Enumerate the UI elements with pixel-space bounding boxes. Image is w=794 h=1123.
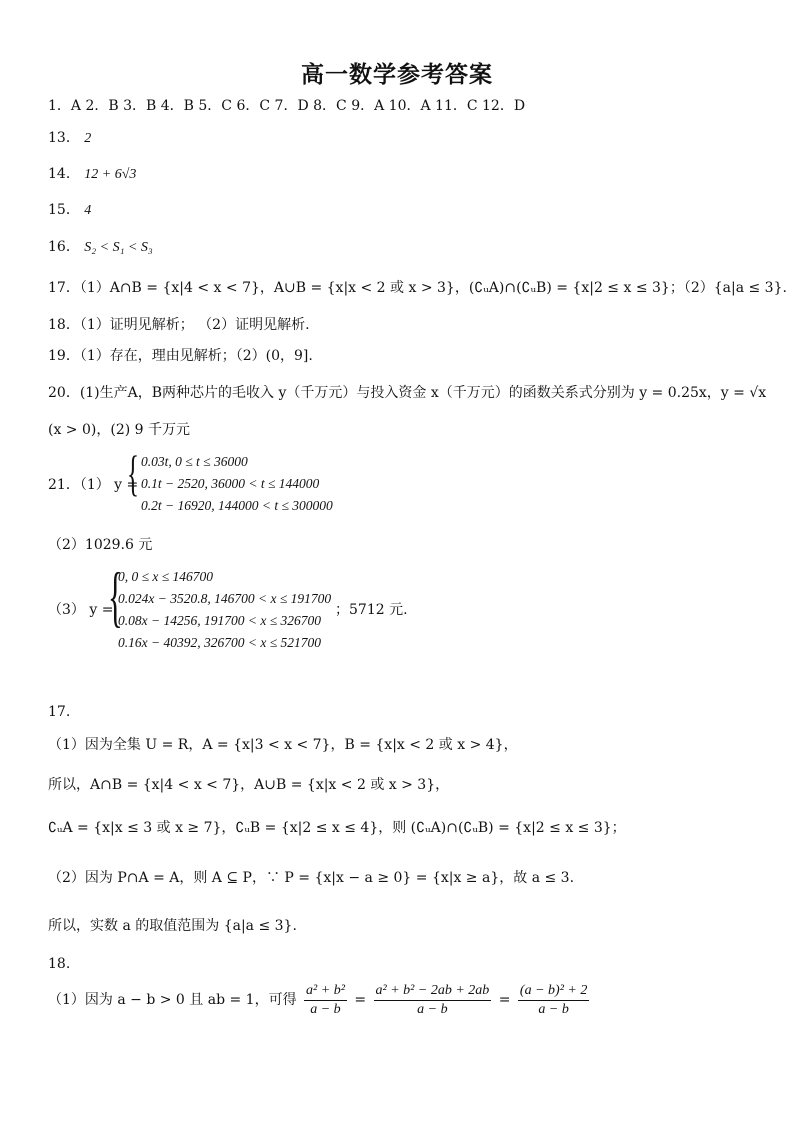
answer-21-part3-result: ；5712 元. bbox=[335, 602, 408, 618]
case-row: 0, 0 ≤ x ≤ 146700 bbox=[118, 569, 214, 584]
answer-value: 2 bbox=[84, 131, 92, 146]
case-row: 0.024x − 3520.8, 146700 < x ≤ 191700 bbox=[118, 591, 332, 606]
case-row: 0.16x − 40392, 326700 < x ≤ 521700 bbox=[118, 635, 321, 650]
fraction-numerator: a² + b² bbox=[304, 983, 347, 1001]
answer-18-summary: 18．（1）证明见解析； （2）证明见解析. bbox=[48, 317, 310, 333]
answer-value: S₂ < S₁ < S₃ bbox=[84, 240, 153, 255]
answer-13 bbox=[48, 129, 91, 148]
answer-number: 14． bbox=[48, 166, 80, 182]
answer-number: 13． bbox=[48, 130, 80, 146]
equals-sign: = bbox=[354, 992, 367, 1008]
solution-17-heading: 17. bbox=[48, 704, 71, 720]
answer-19-summary: 19．（1）存在，理由见解析；（2）(0，9]. bbox=[48, 348, 313, 364]
piecewise-1 bbox=[127, 445, 387, 518]
equals-sign: = bbox=[498, 992, 511, 1008]
solution-17-line: ∁ᵤA = {x|x ≤ 3 或 x ≥ 7}，∁ᵤB = {x|2 ≤ x ≤ 4}，则 (∁ᵤA)∩(∁ᵤB) = {x|2 ≤ x ≤ 3}； bbox=[48, 820, 626, 836]
solution-18-line bbox=[48, 980, 592, 1020]
fraction bbox=[304, 983, 347, 1018]
case-row: 0.08x − 14256, 191700 < x ≤ 326700 bbox=[118, 613, 321, 628]
answer-number: 16． bbox=[48, 239, 80, 255]
page-title: 高一数学参考答案 bbox=[301, 62, 493, 88]
answer-20-summary-line2: (x > 0)，(2) 9 千万元 bbox=[48, 422, 190, 438]
answer-16 bbox=[48, 238, 153, 257]
answer-21-label: 21．（1） y = bbox=[48, 477, 139, 493]
fraction bbox=[518, 983, 589, 1018]
choice-answers: 1．A 2．B 3．B 4．B 5．C 6．C 7．D 8．C 9．A 10．A 11．C 12．D bbox=[48, 98, 526, 114]
solution-18-heading: 18. bbox=[48, 956, 71, 972]
answer-21-part2: （2）1029.6 元 bbox=[48, 537, 153, 553]
case-row: 0.1t − 2520, 36000 < t ≤ 144000 bbox=[141, 476, 320, 491]
answer-17-summary: 17．（1）A∩B = {x|4 < x < 7}，A∪B = {x|x < 2 或 x > 3}，(∁ᵤA)∩(∁ᵤB) = {x|2 ≤ x ≤ 3}；（2）{a|a ≤ 3}. bbox=[48, 280, 787, 296]
fraction-denominator: a − b bbox=[417, 1001, 448, 1017]
fraction-denominator: a − b bbox=[538, 1001, 569, 1017]
solution-17-line: 所以，实数 a 的取值范围为 {a|a ≤ 3}. bbox=[48, 918, 297, 934]
solution-17-line: （2）因为 P∩A = A，则 A ⊆ P，∵ P = {x|x − a ≥ 0} = {x|x ≥ a}，故 a ≤ 3. bbox=[48, 870, 575, 886]
answer-number: 15． bbox=[48, 202, 80, 218]
answer-21-part3-label: （3） y = bbox=[48, 602, 114, 618]
left-brace-icon: { bbox=[108, 558, 123, 634]
fraction-denominator: a − b bbox=[310, 1001, 341, 1017]
fraction bbox=[374, 983, 492, 1018]
solution-17-line: 所以，A∩B = {x|4 < x < 7}，A∪B = {x|x < 2 或 x > 3}， bbox=[48, 777, 450, 793]
answer-20-summary-line1: 20．(1)生产A，B两种芯片的毛收入 y（千万元）与投入资金 x（千万元）的函数关系式分别为 y = 0.25x，y = √x bbox=[48, 385, 767, 401]
fraction-numerator: (a − b)² + 2 bbox=[518, 983, 589, 1001]
answer-14 bbox=[48, 165, 136, 184]
answer-value: 12 + 6√3 bbox=[84, 167, 137, 182]
answer-15 bbox=[48, 201, 91, 220]
case-row: 0.2t − 16920, 144000 < t ≤ 300000 bbox=[141, 498, 333, 513]
left-brace-icon: { bbox=[127, 445, 139, 501]
answer-value: 4 bbox=[84, 203, 92, 218]
fraction-numerator: a² + b² − 2ab + 2ab bbox=[374, 983, 492, 1001]
solution-18-prefix: （1）因为 a − b > 0 且 ab = 1，可得 bbox=[48, 992, 297, 1008]
case-row: 0.03t, 0 ≤ t ≤ 36000 bbox=[141, 454, 248, 469]
solution-17-line: （1）因为全集 U = R，A = {x|3 < x < 7}，B = {x|x < 2 或 x > 4}， bbox=[48, 737, 518, 753]
